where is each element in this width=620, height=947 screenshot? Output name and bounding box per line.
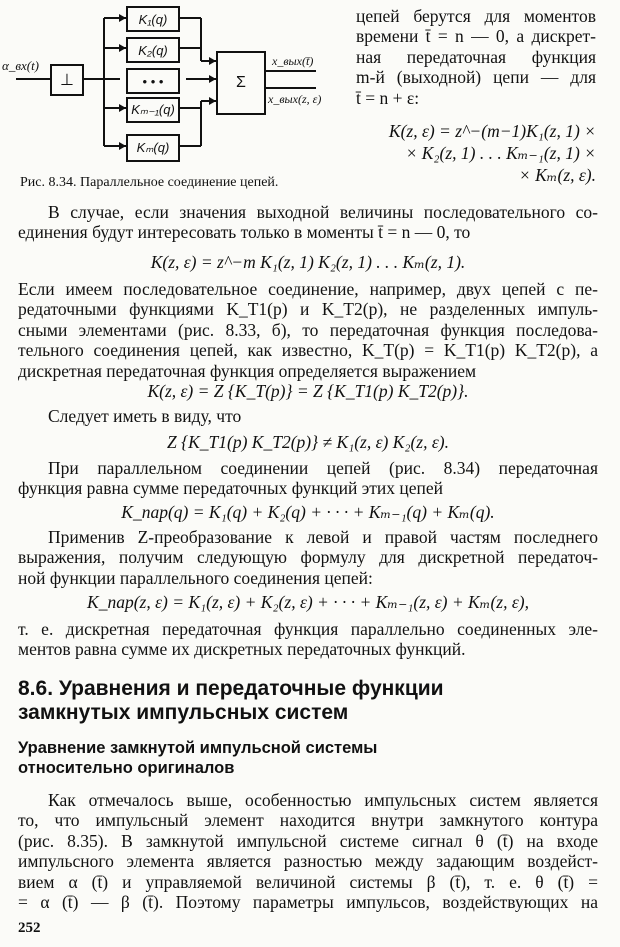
formula-3: Z {K_T1(p) K_T2(p)} ≠ K₁(z, ε) K₂(z, ε). bbox=[167, 432, 449, 452]
formula-2: K(z, ε) = Z {K_T(p)} = Z {K_T1(p) K_T2(p)}. bbox=[147, 381, 469, 401]
formula-1: K(z, ε) = z^−m K₁(z, 1) K₂(z, 1) . . . Kₘ(z, 1). bbox=[150, 252, 466, 272]
right-column-text bbox=[356, 6, 596, 108]
text-line: редаточными функциями K_T1(p) и K_T2(p), не разделенных импуль- bbox=[18, 299, 598, 320]
text-line: времени t̄ = n — 0, а дискрет- bbox=[356, 26, 596, 47]
block-k2: K₂(q) bbox=[126, 37, 180, 63]
subheading-line: Уравнение замкнутой импульсной системы bbox=[18, 739, 378, 757]
paragraph-6 bbox=[18, 619, 598, 660]
paragraph-3: Следует иметь в виду, что bbox=[48, 406, 242, 426]
output-label-2: x_вых(z, ε) bbox=[268, 92, 322, 106]
text-line: выражения, получим следующую формулу для дискретной передаточ- bbox=[18, 547, 598, 568]
text-line: Если имеем последовательное соединение, например, двух цепей с пе- bbox=[18, 279, 598, 299]
heading-line: замкнутых импульсных систем bbox=[18, 701, 349, 724]
output-label-1: x_вых(t̄) bbox=[272, 54, 314, 68]
parallel-connection-diagram bbox=[2, 6, 346, 176]
text-line: сными элементами (рис. 8.33, б), то передаточная функция последова- bbox=[18, 319, 598, 340]
text-line: (рис. 8.35). В замкнутой импульсной системе сигнал θ (t̄) на входе bbox=[18, 830, 598, 851]
text-line: ментов равна сумме их дискретных передаточных функций. bbox=[18, 639, 466, 660]
text-line: При параллельном соединении цепей (рис. 8.34) передаточная bbox=[48, 458, 598, 478]
text-line: ная передаточная функция bbox=[356, 46, 596, 67]
text-line: В случае, если значения выходной величины последовательного со- bbox=[48, 202, 598, 222]
formula-line: × K₂(z, 1) . . . Kₘ₋₁(z, 1) × bbox=[405, 143, 596, 163]
text-line: t̄ = n + ε: bbox=[356, 87, 420, 108]
block-ellipsis: • • • bbox=[126, 68, 180, 94]
page-number: 252 bbox=[18, 920, 41, 936]
text-line: цепей берутся для моментов bbox=[356, 6, 596, 26]
text-line: = α (t̄) — β (t̄). Поэтому параметры импульсов, воздействующих на bbox=[18, 892, 598, 913]
heading-line: 8.6. Уравнения и передаточные функции bbox=[18, 677, 444, 700]
text-line: дискретная передаточная функция определяется выражением bbox=[18, 360, 477, 381]
text-line: m-й (выходной) цепи — для bbox=[356, 67, 596, 88]
figure-caption: Рис. 8.34. Параллельное соединение цепей. bbox=[20, 175, 279, 190]
text-line: импульсного элемента является разностью между задающим воздейст- bbox=[18, 851, 598, 872]
paragraph-final bbox=[18, 790, 598, 912]
block-km: Kₘ(q) bbox=[126, 134, 180, 162]
text-line: тельного соединения цепей, как известно, K_T(p) = K_T1(p) K_T2(p), а bbox=[18, 340, 598, 361]
formula-4: K_пар(q) = K₁(q) + K₂(q) + · · · + Kₘ₋₁(q) + Kₘ(q). bbox=[121, 502, 495, 522]
text-line: функция равна сумме передаточных функций этих цепей bbox=[18, 478, 443, 499]
block-k1: K₁(q) bbox=[126, 6, 180, 32]
paragraph-2 bbox=[18, 279, 598, 381]
input-label: α_вх(t) bbox=[2, 58, 40, 73]
block-km-1: Kₘ₋₁(q) bbox=[126, 97, 180, 123]
text-line: т. е. дискретная передаточная функция параллельно соединенных эле- bbox=[18, 619, 598, 639]
formula-5: K_пар(z, ε) = K₁(z, ε) + K₂(z, ε) + · · · + Kₘ₋₁(z, ε) + Kₘ(z, ε), bbox=[87, 592, 529, 612]
summator-block: Σ bbox=[216, 51, 266, 115]
text-line: единения будут интересовать только в моменты t̄ = n — 0, то bbox=[18, 222, 471, 243]
paragraph-4 bbox=[18, 458, 598, 499]
text-line: ной функции параллельного соединения цепей: bbox=[18, 567, 373, 588]
formula-line: × Kₘ(z, ε). bbox=[518, 165, 596, 185]
subheading-line: относительно оригиналов bbox=[18, 759, 235, 777]
subheading bbox=[18, 738, 598, 778]
text-line: Как отмечалось выше, особенностью импульсных систем является bbox=[48, 790, 598, 810]
text-line: то, что импульсный элемент находится внутри замкнутого контура bbox=[18, 810, 598, 831]
text-line: вием α (t̄) и управляемой величиной системы β (t̄), т. е. θ (t̄) = bbox=[18, 871, 598, 892]
formula-line: K(z, ε) = z^−(m−1)K₁(z, 1) × bbox=[388, 121, 596, 141]
right-column-formula bbox=[356, 120, 596, 186]
section-heading bbox=[18, 677, 598, 725]
sampler-block: ⊥ bbox=[50, 64, 84, 96]
paragraph-5 bbox=[18, 527, 598, 588]
text-line: Применив Z-преобразование к левой и правой частям последнего bbox=[48, 527, 598, 547]
paragraph-1 bbox=[18, 202, 598, 243]
